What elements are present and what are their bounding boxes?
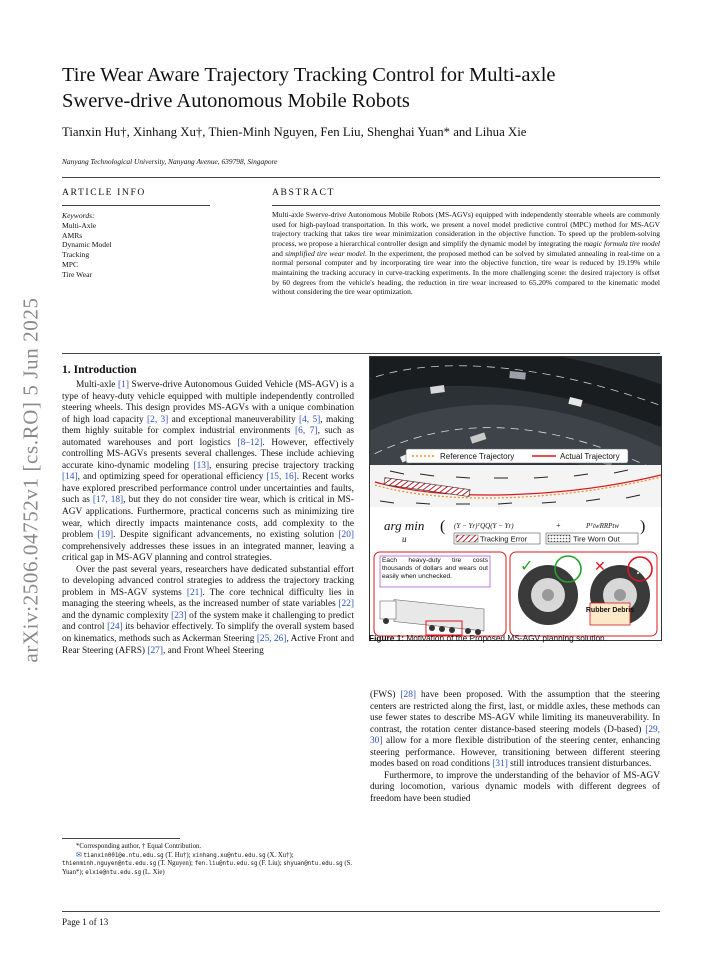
email-link[interactable]: xinhang.xu@ntu.edu.sg xyxy=(192,852,266,859)
legend-actual-label: Actual Trajectory xyxy=(560,452,620,461)
page-number: Page 1 of 13 xyxy=(62,917,109,927)
close-bracket: ) xyxy=(640,518,646,535)
citation-link[interactable]: [24] xyxy=(107,622,123,633)
affiliation: Nanyang Technological University, Nanyang Avenue, 639798, Singapore xyxy=(62,157,278,166)
body-column-right xyxy=(370,690,660,805)
paragraph: Multi-axle [1] Swerve-drive Autonomous Guided Vehicle (MS-AGV) is a type of heavy-duty vehicle equipped with multiple independently controlled steering wheels. This design provides MS-AGVs with a unique combination of high load capacity [2, 3] and exceptional maneuverability [4, 5], making them highly suitable for complex industrial environments [6, 7], such as automated warehouses and port logistics [8–12]. However, effectively controlling MS-AGVs presents several challenges. These include achieving accurate kino-dynamic modeling [13], ensuring precise trajectory tracking [14], and optimizing speed for operational efficiency [15, 16]. Recent works have explored prescribed performance control under uncertainties and faults, such as [17, 18], but they do not consider tire wear, which is critical in MS-AGV applications. Furthermore, practical concerns such as minimizing tire wear, which directly impacts maintenance costs, add complexity to the problem [19]. Despite significant advancements, no existing solution [20] comprehensively addresses these issues in an integrated manner, leaving a critical gap in MS-AGV planning and control strategies. xyxy=(62,380,355,564)
caption-text: Motivation of the Proposed MS-AGV planning solution. xyxy=(404,633,607,643)
tire-comparison-panel xyxy=(510,552,657,636)
citation-link[interactable]: [4, 5] xyxy=(299,414,321,425)
citation-link[interactable]: [29, 30] xyxy=(370,724,660,747)
paper-title xyxy=(62,62,662,114)
citation-link[interactable]: [20] xyxy=(338,530,354,541)
keyword: Dynamic Model xyxy=(62,240,112,250)
plus-sign: + xyxy=(556,521,561,530)
keyword: Tracking xyxy=(62,250,90,260)
trajectory-legend xyxy=(406,449,628,463)
caption-label: Figure 1: xyxy=(369,633,405,643)
article-info-rule xyxy=(62,205,210,206)
keywords-block xyxy=(62,211,112,280)
legend-reference-label: Reference Trajectory xyxy=(440,452,515,461)
footnote-emails: ✉ tianxin001@e.ntu.edu.sg (T. Hu†); xinhang.xu@ntu.edu.sg (X. Xu†); thienminh.nguyen@ntu.edu.sg (T. Nguyen); fen.liu@ntu.edu.sg (F. Liu); shyuan@ntu.edu.sg (S. Yuan*); elxie@ntu.edu.sg (L. Xie) xyxy=(62,851,353,876)
tracking-error-term: (Y − Yr)ᵀQQ(Y − Yr) xyxy=(454,522,514,530)
citation-link[interactable]: [27] xyxy=(147,645,163,656)
citation-link[interactable]: [2, 3] xyxy=(147,414,169,425)
check-icon: ✓ xyxy=(520,556,534,575)
email-link[interactable]: elxie@ntu.edu.sg xyxy=(85,869,142,876)
citation-link[interactable]: [1] xyxy=(118,380,129,390)
citation-link[interactable]: [21] xyxy=(186,587,203,598)
abstract-bottom-rule xyxy=(62,353,660,354)
citation-link[interactable]: [8–12] xyxy=(237,437,263,448)
article-info-heading: ARTICLE INFO xyxy=(62,187,146,198)
citation-link[interactable]: [14] xyxy=(62,472,78,483)
email-link[interactable]: tianxin001@e.ntu.edu.sg xyxy=(83,852,164,859)
paragraph: Over the past several years, researchers have dedicated substantial effort to developing advanced control strategies to address the trajectory tracking problem in MS-AGV systems [21]. The core technical difficulty lies in managing the steering wheels, as the increased number of state variables [22] and the dynamic complexity [23] of the system make it challenging to predict and control [24] its behavior effectively. To simplify the overall system based on kinematics, methods such as Ackerman Steering [25, 26], Active Front and Rear Steering (AFRS) [27], and Front Wheel Steering xyxy=(62,564,354,656)
rubber-debris-text: Rubber Debris xyxy=(585,607,635,614)
title-line-1: Tire Wear Aware Trajectory Tracking Control for Multi-axle xyxy=(62,64,556,86)
abstract-heading: ABSTRACT xyxy=(272,187,335,198)
keyword: AMRs xyxy=(62,230,83,240)
citation-link[interactable]: [15, 16] xyxy=(266,472,297,483)
rubber-debris-label xyxy=(586,607,634,614)
tire-cost-note: Each heavy-duty tire costs thousands of dollars and wears out easily when unchecked. xyxy=(382,557,488,580)
keyword: Multi-Axle xyxy=(62,220,97,230)
footer-rule xyxy=(62,911,660,912)
arxiv-stamp-text: arXiv:2506.04752v1 [cs.RO] 5 Jun 2025 xyxy=(18,297,43,663)
objective-function xyxy=(374,511,657,549)
email-link[interactable]: fen.liu@ntu.edu.sg xyxy=(194,861,258,868)
cross-icon: ✕ xyxy=(594,559,606,575)
paragraph: (FWS) [28] have been proposed. With the assumption that the steering centers are restricted along the first, last, or middle axles, these methods can use fewer states to describe MS-AGV while limiting its maneuverability. In contrast, the rotation center distance-based steering models (D-based) [29, 30] allow for a more flexible distribution of the steering center, enhancing steering performance. However, transitioning between different steering modes based on road conditions [31] still introduces transient disturbances. xyxy=(370,690,660,770)
tire-worn-swatch xyxy=(548,535,570,542)
citation-link[interactable]: [13] xyxy=(193,460,210,471)
citation-link[interactable]: [28] xyxy=(400,690,417,700)
keyword: MPC xyxy=(62,259,79,269)
title-line-2: Swerve-drive Autonomous Mobile Robots xyxy=(62,90,410,112)
author-list: Tianxin Hu†, Xinhang Xu†, Thien-Minh Nguyen, Fen Liu, Shenghai Yuan* and Lihua Xie xyxy=(62,125,527,139)
citation-link[interactable]: [6, 7] xyxy=(295,426,318,437)
footnote-corresponding: *Corresponding author, † Equal Contribution. xyxy=(76,843,202,850)
tracking-error-swatch xyxy=(456,535,478,542)
body-column-left xyxy=(62,380,354,657)
figure-caption xyxy=(369,633,661,644)
figure-1 xyxy=(369,356,662,641)
abstract-rule xyxy=(272,205,660,206)
citation-link[interactable]: [19] xyxy=(97,530,114,541)
paragraph: Furthermore, to improve the understanding of the behavior of MS-AGV during locomotion, various dynamic models with different degrees of freedom have been studied xyxy=(370,770,660,804)
abstract-text: Multi-axle Swerve-drive Autonomous Mobile Robots (MS-AGVs) equipped with independently steerable wheels are commonly used for high-payload transportation. In this work, we present a novel model predictive control (MPC) method for MS-AGV trajectory tracking that takes tire wear minimization consideration in the objective function. To speed up the problem-solving process, we propose a hierarchical controller design and simplify the dynamic model by integrating the magic formula tire model and simplified tire wear model. In the experiment, the proposed method can be solved by simulated annealing in real-time on a normal personal computer and by incorporating tire wear into the objective function, tire wear is reduced by 19.19% while maintaining the tracking accuracy in curve-tracking experiments. In the more challenging scene: the desired trajectory is offset by 60 degrees from the vehicle's heading, the reduction in tire wear increased to 65.20% compared to the kinematic model without considering the tire wear optimization. xyxy=(272,210,661,297)
tracking-error-label: Tracking Error xyxy=(480,534,528,544)
email-link[interactable]: thienminh.nguyen@ntu.edu.sg xyxy=(62,861,157,868)
arxiv-stamp xyxy=(6,280,56,680)
citation-link[interactable]: [22] xyxy=(338,599,354,610)
citation-link[interactable]: [25, 26] xyxy=(256,634,287,645)
argmin-operator: arg min xyxy=(384,518,425,533)
tire-worn-label: Tire Worn Out xyxy=(573,534,620,544)
argmin-subscript: u xyxy=(402,534,407,544)
citation-link[interactable]: [23] xyxy=(171,610,187,621)
tire-wear-term: PᵀtwRRPtw xyxy=(586,522,620,530)
email-icon: ✉ xyxy=(76,851,84,859)
header-rule xyxy=(62,177,660,178)
trajectory-plot xyxy=(370,465,661,507)
keyword: Tire Wear xyxy=(62,269,92,279)
keywords-label: Keywords: xyxy=(62,211,95,220)
open-bracket: ( xyxy=(440,518,446,535)
section-heading-introduction: 1. Introduction xyxy=(62,363,137,376)
citation-link[interactable]: [31] xyxy=(492,759,508,770)
footnote xyxy=(62,843,354,877)
tire-cost-panel xyxy=(374,552,506,636)
footnote-rule xyxy=(62,838,180,839)
email-link[interactable]: shyuan@ntu.edu.sg xyxy=(283,861,343,868)
figure-1-illustration xyxy=(370,357,661,640)
citation-link[interactable]: [17, 18] xyxy=(92,495,124,506)
